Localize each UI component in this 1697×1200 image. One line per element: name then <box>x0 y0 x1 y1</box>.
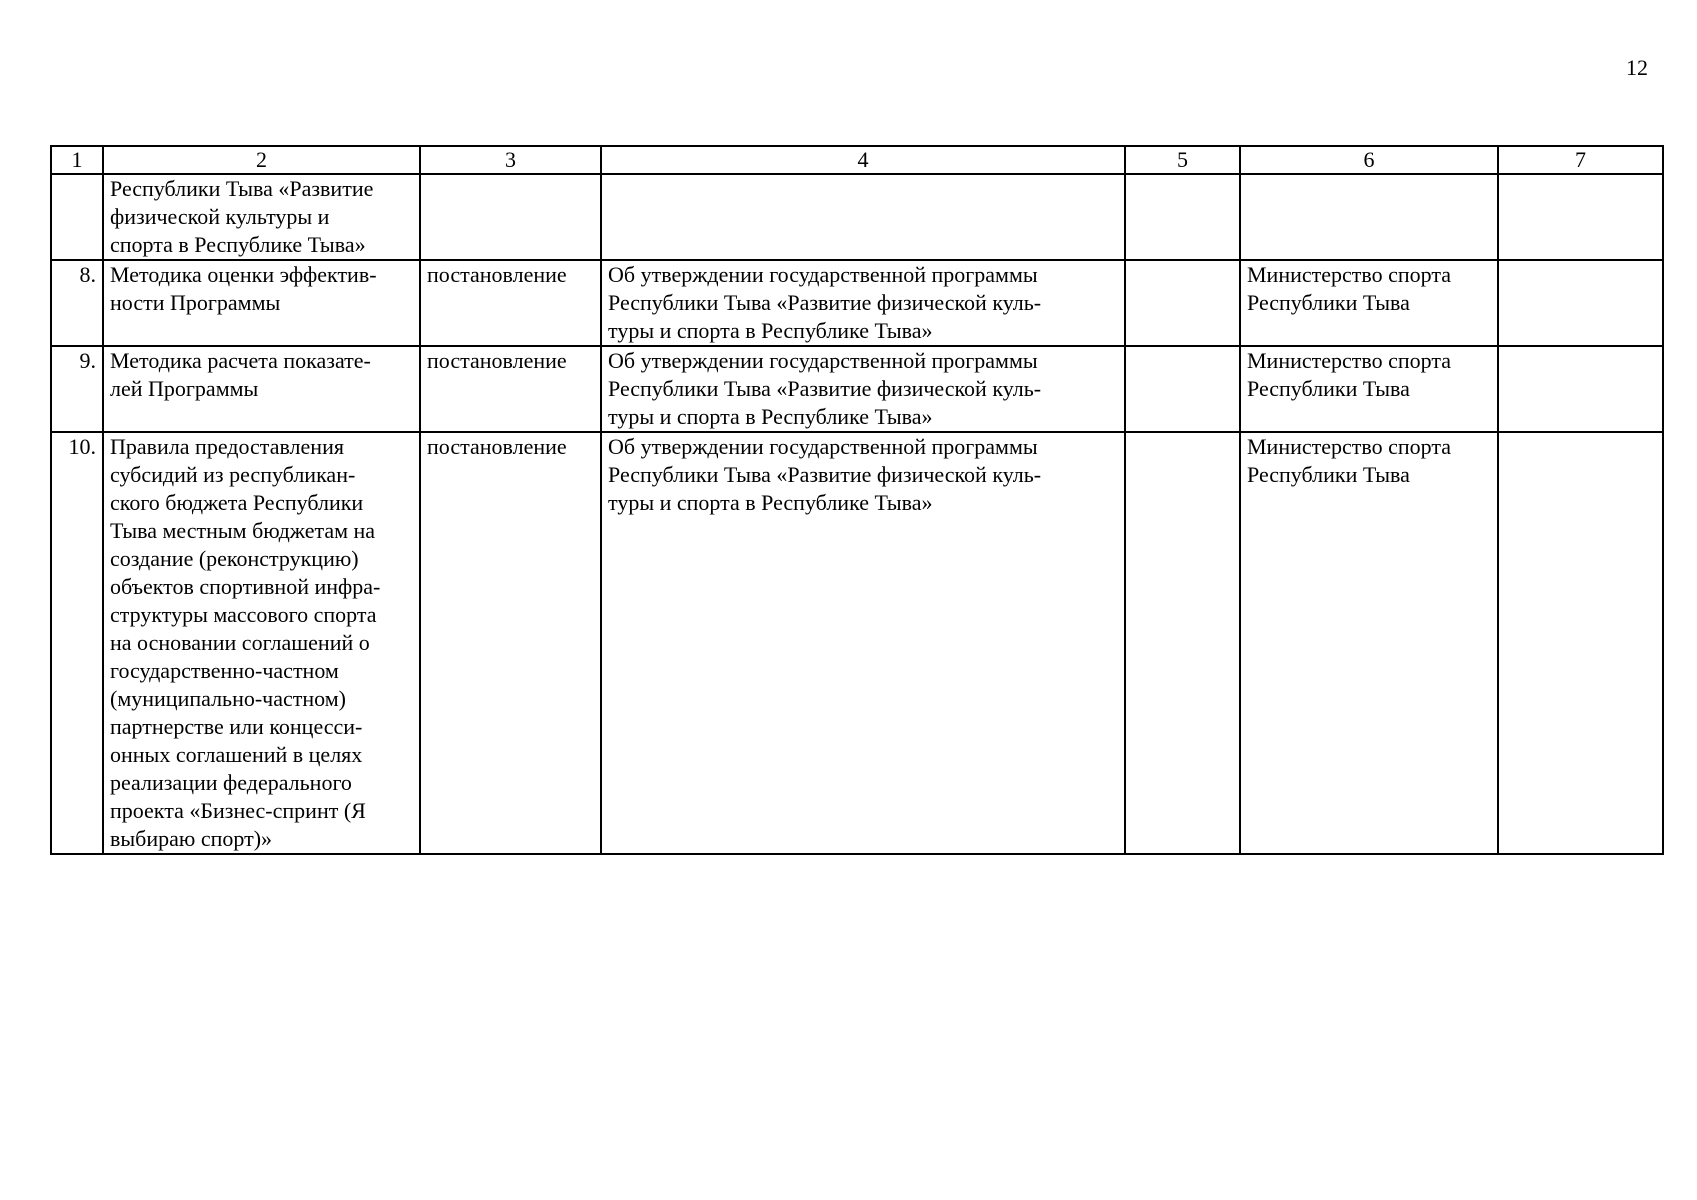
document-name-cell: Республики Тыва «Развитие физической культуры и спорта в Республике Тыва» <box>103 174 420 260</box>
deadline-cell <box>1125 432 1240 854</box>
table-row <box>51 260 1663 346</box>
column-header: 2 <box>103 146 420 174</box>
row-number: 10. <box>51 432 103 854</box>
row-number <box>51 174 103 260</box>
row-number: 8. <box>51 260 103 346</box>
responsible-cell: Министерство спорта Республики Тыва <box>1240 346 1498 432</box>
table-row <box>51 346 1663 432</box>
document-name-cell: Методика расчета показате- лей Программы <box>103 346 420 432</box>
table-row <box>51 432 1663 854</box>
deadline-cell <box>1125 260 1240 346</box>
document-type-cell: постановление <box>420 346 601 432</box>
deadline-cell <box>1125 346 1240 432</box>
responsible-cell <box>1240 174 1498 260</box>
row-number: 9. <box>51 346 103 432</box>
document-type-cell <box>420 174 601 260</box>
column-header: 5 <box>1125 146 1240 174</box>
column-header: 3 <box>420 146 601 174</box>
document-name-cell: Правила предоставления субсидий из республикан- ского бюджета Республики Тыва местным бюджетам на создание (реконструкцию) объектов спортивной инфра- структуры массового спорта на основании соглашений о государственно-частном (муниципально-частном) партнерстве или концесси- онных соглашений в целях реализации федерального проекта «Бизнес-спринт (Я выбираю спорт)» <box>103 432 420 854</box>
note-cell <box>1498 346 1663 432</box>
page-number: 12 <box>1626 55 1648 80</box>
document-title-cell <box>601 174 1125 260</box>
column-header: 7 <box>1498 146 1663 174</box>
note-cell <box>1498 432 1663 854</box>
document-title-cell: Об утверждении государственной программы Республики Тыва «Развитие физической куль- туры и спорта в Республике Тыва» <box>601 432 1125 854</box>
note-cell <box>1498 260 1663 346</box>
column-header: 4 <box>601 146 1125 174</box>
deadline-cell <box>1125 174 1240 260</box>
document-type-cell: постановление <box>420 432 601 854</box>
note-cell <box>1498 174 1663 260</box>
table-row <box>51 174 1663 260</box>
document-title-cell: Об утверждении государственной программы Республики Тыва «Развитие физической куль- туры и спорта в Республике Тыва» <box>601 260 1125 346</box>
document-type-cell: постановление <box>420 260 601 346</box>
document-table <box>50 145 1664 855</box>
document-title-cell: Об утверждении государственной программы Республики Тыва «Развитие физической куль- туры и спорта в Республике Тыва» <box>601 346 1125 432</box>
responsible-cell: Министерство спорта Республики Тыва <box>1240 260 1498 346</box>
document-name-cell: Методика оценки эффектив- ности Программы <box>103 260 420 346</box>
responsible-cell: Министерство спорта Республики Тыва <box>1240 432 1498 854</box>
column-header: 6 <box>1240 146 1498 174</box>
column-header: 1 <box>51 146 103 174</box>
table-header-row <box>51 146 1663 174</box>
